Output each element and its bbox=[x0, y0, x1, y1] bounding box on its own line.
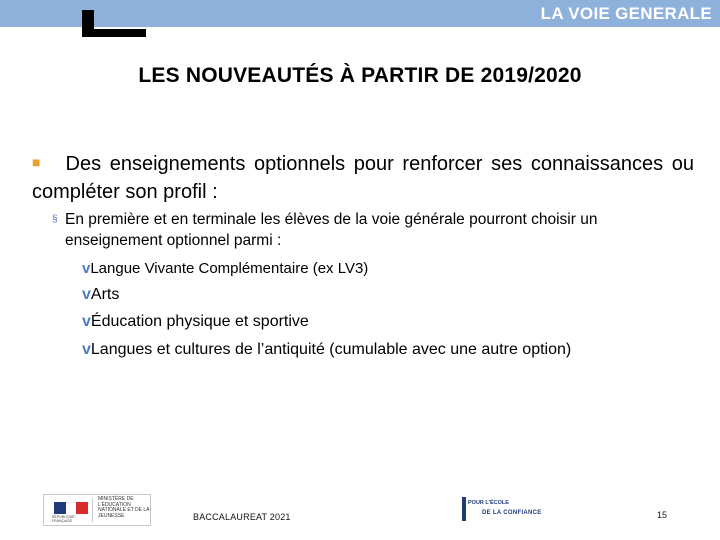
square-bullet-icon: ■ bbox=[32, 154, 44, 170]
option-item bbox=[82, 340, 571, 360]
section-title: LA VOIE GENERALE bbox=[540, 4, 712, 23]
option-item bbox=[82, 285, 119, 305]
logo-mark-icon bbox=[462, 497, 466, 521]
diamond-bullet-icon: v bbox=[82, 341, 91, 358]
logo-line-2: DE LA CONFIANCE bbox=[482, 510, 542, 516]
ecole-confiance-logo bbox=[462, 497, 552, 523]
republic-text: RÉPUBLIQUE FRANÇAISE bbox=[52, 515, 75, 523]
sub-paragraph bbox=[52, 209, 692, 251]
sub-text: En première et en terminale les élèves de la voie générale pourront choisir un enseignement optionnel parmi : bbox=[65, 211, 598, 249]
option-text: Éducation physique et sportive bbox=[90, 313, 309, 330]
marianne-icon bbox=[48, 498, 93, 522]
decorative-bracket-horizontal bbox=[82, 29, 146, 37]
option-text: Arts bbox=[90, 286, 120, 303]
ministry-text: MINISTÈRE DE L’ÉDUCATION NATIONALE ET DE LA JEUNESSE bbox=[98, 496, 150, 519]
lead-paragraph bbox=[32, 148, 694, 206]
section-bullet-icon: § bbox=[52, 214, 58, 225]
diamond-bullet-icon: v bbox=[82, 313, 91, 330]
page-number: 15 bbox=[657, 510, 668, 520]
option-item bbox=[82, 259, 368, 279]
footer-label: BACCALAUREAT 2021 bbox=[193, 512, 291, 522]
ministry-logo bbox=[43, 494, 151, 526]
option-text: Langues et cultures de l’antiquité (cumulable avec une autre option) bbox=[90, 341, 572, 358]
option-text: Langue Vivante Complémentaire (ex LV3) bbox=[90, 260, 369, 277]
page-title: LES NOUVEAUTÉS À PARTIR DE 2019/2020 bbox=[138, 64, 582, 87]
diamond-bullet-icon: v bbox=[82, 260, 91, 277]
lead-text: Des enseignements optionnels pour renforcer ses connaissances ou compléter son profil : bbox=[32, 153, 694, 203]
diamond-bullet-icon: v bbox=[82, 286, 91, 303]
top-banner bbox=[0, 0, 720, 27]
logo-line-1: POUR L’ÉCOLE bbox=[468, 500, 509, 506]
option-item bbox=[82, 312, 309, 332]
